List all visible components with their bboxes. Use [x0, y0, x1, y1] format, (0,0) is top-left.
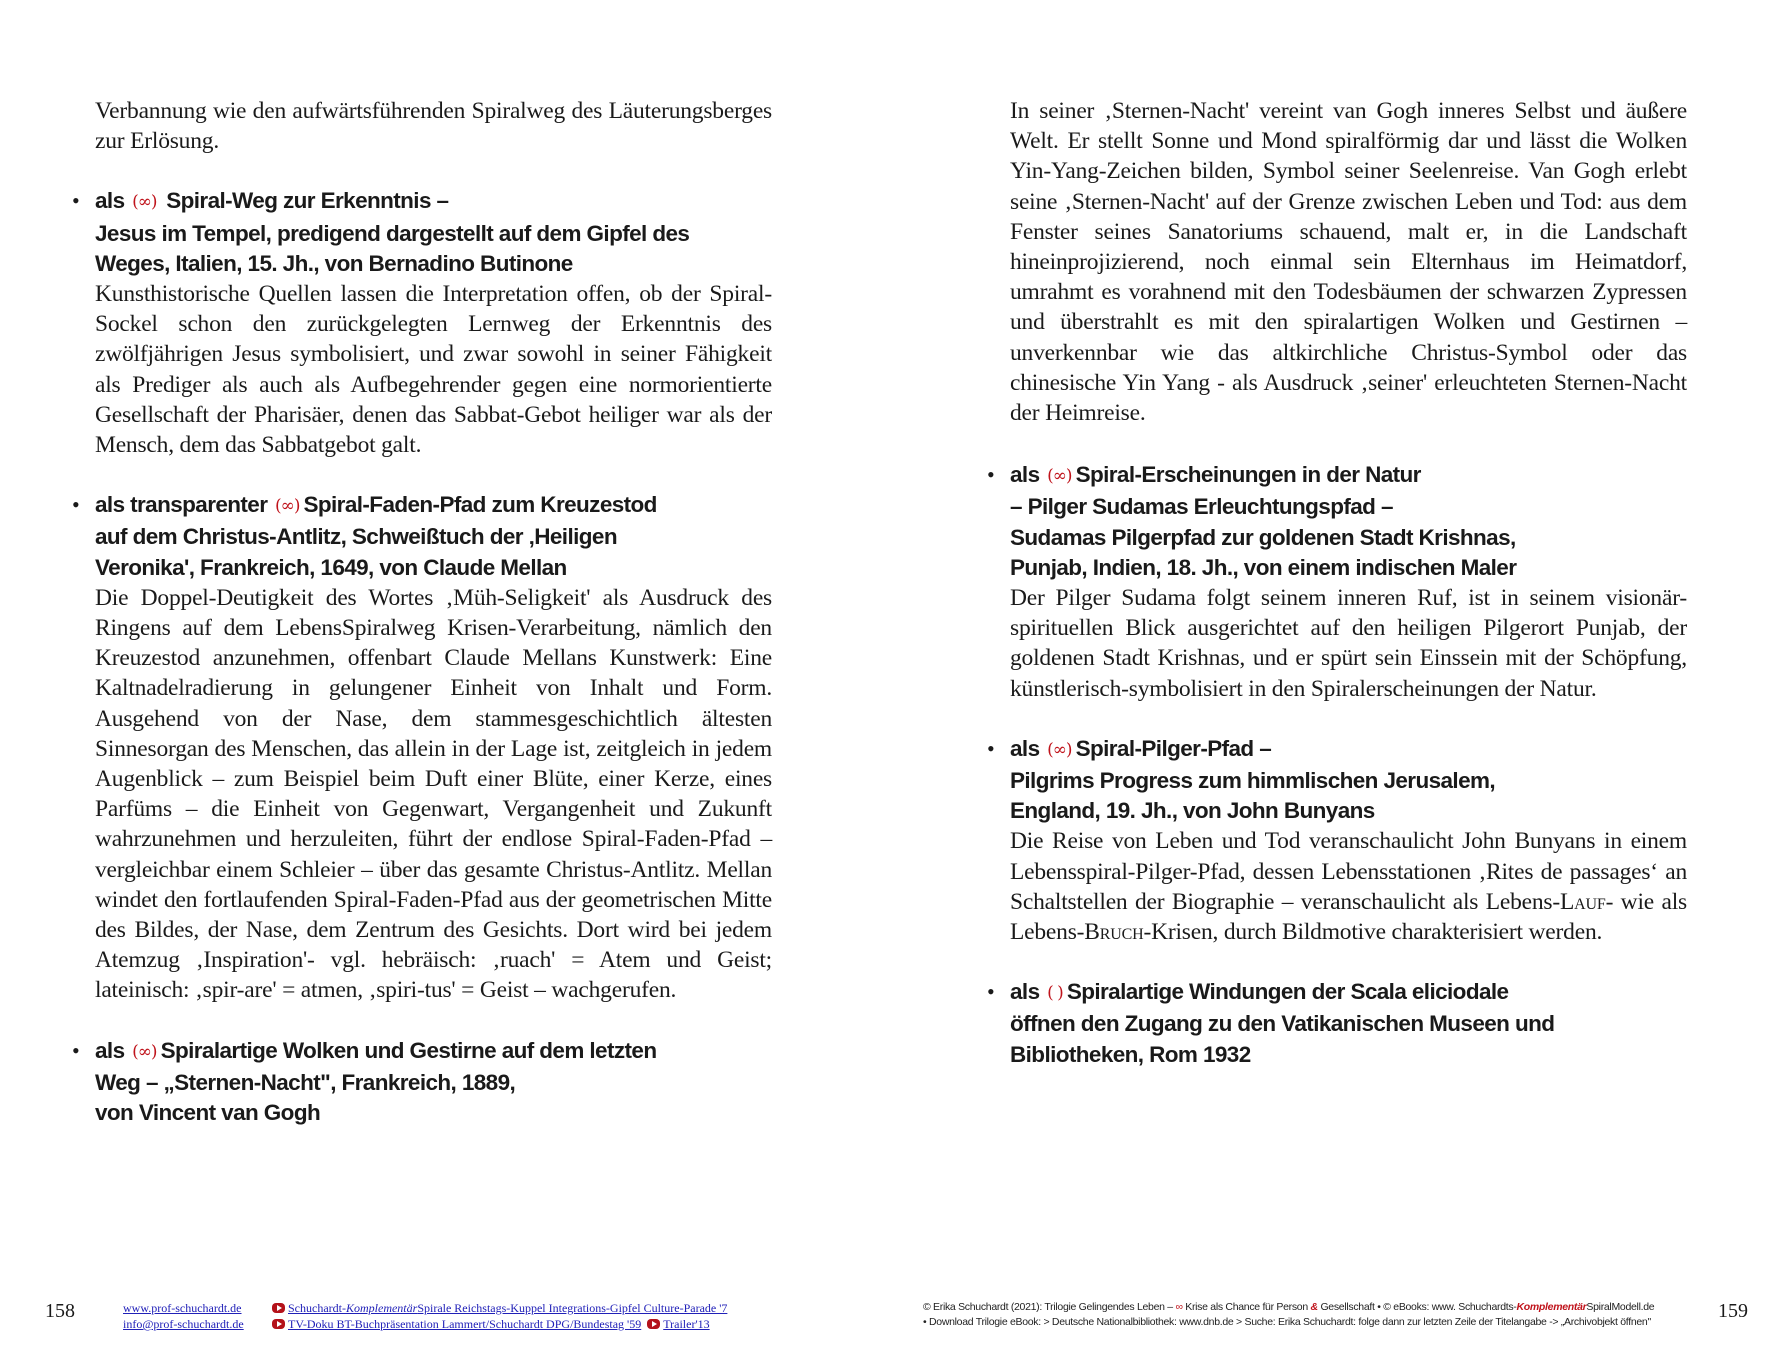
section-spiral-pilger-pfad	[987, 734, 1687, 947]
section-body: Der Pilger Sudama folgt seinem inneren Ruf, ist in seinem visionär-spirituellen Blick ausgerichtet auf den heiligen Pilgerort Punjab, der goldenen Stadt Krishnas, und er spürt sein Einssein mit der Schöpfung, künstlerisch-symbolisiert in den Spiralerscheinungen der Natur.	[1010, 585, 1687, 702]
video-link-trailer[interactable]: Trailer'13	[647, 1317, 709, 1331]
section-scala-eliciodale	[987, 977, 1687, 1070]
bullet-icon: •	[987, 979, 995, 1005]
spiral-icon: (∞)	[132, 192, 157, 213]
video-link-tv-doku[interactable]: TV-Doku BT-Buchpräsentation Lammert/Schuchardt DPG/Bundestag '59	[272, 1317, 641, 1331]
continuation-paragraph: Verbannung wie den aufwärtsführenden Spiralweg des Läuterungsberges zur Erlösung.	[95, 98, 772, 155]
section-body: Kunsthistorische Quellen lassen die Interpretation offen, ob der Spiral-Sockel schon den zurückgelegten Lernweg der Erkenntnis des zwölfjährigen Jesus symbolisiert, und zwar sowohl in seiner Fähigkeit als Prediger als auch als Aufbegehrender gegen eine normorientierte Gesellschaft der Pharisäer, denen das Sabbat-Gebot heiliger war als der Mensch, dem das Sabbatgebot galt.	[95, 281, 772, 459]
bullet-icon: •	[987, 735, 995, 761]
section-heading: als transparenter (∞) Spiral-Faden-Pfad zum Kreuzestod auf dem Christus-Antlitz, Schweißtuch der ‚Heiligen Veronika', Frankreich, 1649, von Claude Mellan	[95, 492, 657, 580]
circle-arrows-icon: ( )	[1047, 983, 1063, 1004]
footer-contact-links	[123, 1300, 244, 1332]
section-heading: als ( ) Spiralartige Windungen der Scala eliciodale öffnen den Zugang zu den Vatikanischen Museen und Bibliotheken, Rom 1932	[1010, 979, 1555, 1067]
bullet-icon: •	[72, 492, 80, 518]
video-link-reichstag[interactable]: Schuchardt-KomplementärSpirale Reichstags-Kuppel Integrations-Gipfel Culture-Parade '7	[272, 1300, 727, 1316]
page-number: 158	[45, 1300, 75, 1322]
website-link[interactable]: www.prof-schuchardt.de	[123, 1301, 242, 1315]
right-column	[987, 96, 1687, 1070]
bullet-icon: •	[72, 188, 80, 214]
continuation-paragraph: In seiner ‚Sternen-Nacht' vereint van Gogh inneres Selbst und äußere Welt. Er stellt Sonne und Mond spiralförmig dar und lässt die Wolken Yin-Yang-Zeichen bilden, Symbol seiner Seelenreise. Van Gogh erlebt seine ‚Sternen-Nacht' auf der Grenze zwischen Leben und Tod: aus dem Fenster seines Sanatoriums schauend, malt er, in die Landschaft hineinprojizierend, noch einmal sein Elternhaus im Heimatdorf, umrahmt es vorahnend mit den Todesbäumen der schwarzen Zypressen und überstrahlt es mit den spiralartigen Wolken und Gestirnen – unverkennbar wie das altkirchliche Christus-Symbol oder das chinesische Yin Yang - als Ausdruck ‚seiner' erleuchteten Sternen-Nacht der Heimreise.	[1010, 98, 1687, 427]
email-link[interactable]: info@prof-schuchardt.de	[123, 1317, 244, 1331]
download-line: • Download Trilogie eBook: > Deutsche Nationalbibliothek: www.dnb.de > Suche: Erika Schuchardt: folge dann zur letzten Zeile der Titelangabe -> „Archivobjekt öffnen"	[923, 1316, 1651, 1328]
section-body: Die Doppel-Deutigkeit des Wortes ‚Müh-Seligkeit' als Ausdruck des Ringens auf dem LebensSpiralweg Krisen-Verarbeitung, nämlich den Kreuzestod anzunehmen, offenbart Claude Mellans Kunstwerk: Eine Kaltnadelradierung in gelungener Einheit von Inhalt und Form. Ausgehend von der Nase, dem stammesgeschichtlich ältesten Sinnesorgan des Menschen, das allein in der Lage ist, zeitgleich in jedem Augenblick – zum Beispiel beim Duft einer Blüte, einer Kerze, eines Parfüms – die Einheit von Gegenwart, Vergangenheit und Zukunft wahrzunehmen und herzuleiten, führt der endlose Spiral-Faden-Pfad – vergleichbar einem Schleier – über das gesamte Christus-Antlitz. Mellan windet den fortlaufenden Spiral-Faden-Pfad aus der geometrischen Mitte des Bildes, der Nase, dem Zentrum des Gesichts. Dort wird bei jedem Atemzug ‚Inspiration'- vgl. hebräisch: ‚ruach' = Atem und Geist; lateinisch: ‚spir-are' = atmen, ‚spiri-tus' = Geist – wachgerufen.	[95, 584, 772, 1004]
spiral-icon: (∞)	[275, 496, 300, 517]
bullet-icon: •	[987, 462, 995, 488]
section-spiral-erscheinungen	[987, 460, 1687, 704]
page-number: 159	[1718, 1300, 1748, 1322]
section-spiral-faden-pfad	[72, 490, 772, 1005]
left-column	[72, 96, 772, 1128]
section-heading: als (∞) Spiral-Pilger-Pfad – Pilgrims Progress zum himmlischen Jerusalem, England, 19. Jh., von John Bunyans	[1010, 735, 1496, 824]
right-page	[886, 0, 1772, 1358]
section-heading: als (∞) Spiralartige Wolken und Gestirne auf dem letzten Weg – „Sternen-Nacht", Frankreich, 1889, von Vincent van Gogh	[95, 1037, 657, 1126]
copyright-line: © Erika Schuchardt (2021): Trilogie Gelingendes Leben – ∞ Krise als Chance für Person & Gesellschaft • © eBooks: www. Schuchardts-KomplementärSpiralModell.de	[923, 1301, 1655, 1313]
spiral-icon: (∞)	[1047, 739, 1072, 760]
youtube-play-icon	[272, 1303, 285, 1313]
youtube-play-icon	[272, 1319, 285, 1329]
section-heading: als (∞) Spiral-Weg zur Erkenntnis – Jesus im Tempel, predigend dargestellt auf dem Gipfel des Weges, Italien, 15. Jh., von Bernadino Butinone	[95, 188, 690, 276]
spiral-icon: (∞)	[1047, 466, 1072, 487]
section-heading: als (∞) Spiral-Erscheinungen in der Natur – Pilger Sudamas Erleuchtungspfad – Sudamas Pilgerpfad zur goldenen Stadt Krishnas, Punjab, Indien, 18. Jh., von einem indischen Maler	[1010, 462, 1517, 580]
youtube-play-icon	[647, 1319, 660, 1329]
footer-copyright	[923, 1300, 1703, 1330]
bullet-icon: •	[72, 1037, 80, 1063]
spiral-icon: (∞)	[132, 1041, 157, 1062]
section-spiral-weg	[72, 186, 772, 460]
section-body: Die Reise von Leben und Tod veranschaulicht John Bunyans in einem Lebensspiral-Pilger-Pfad, dessen Lebensstationen ‚Rites de passages‘ an Schaltstellen der Biographie – veranschaulicht als Lebens-Lauf- wie als Lebens-Bruch-Krisen, durch Bildmotive charakterisiert werden.	[1010, 828, 1687, 946]
infinity-icon: ∞	[1175, 1301, 1183, 1313]
section-sternen-nacht	[72, 1036, 772, 1129]
footer-video-links	[272, 1300, 727, 1332]
